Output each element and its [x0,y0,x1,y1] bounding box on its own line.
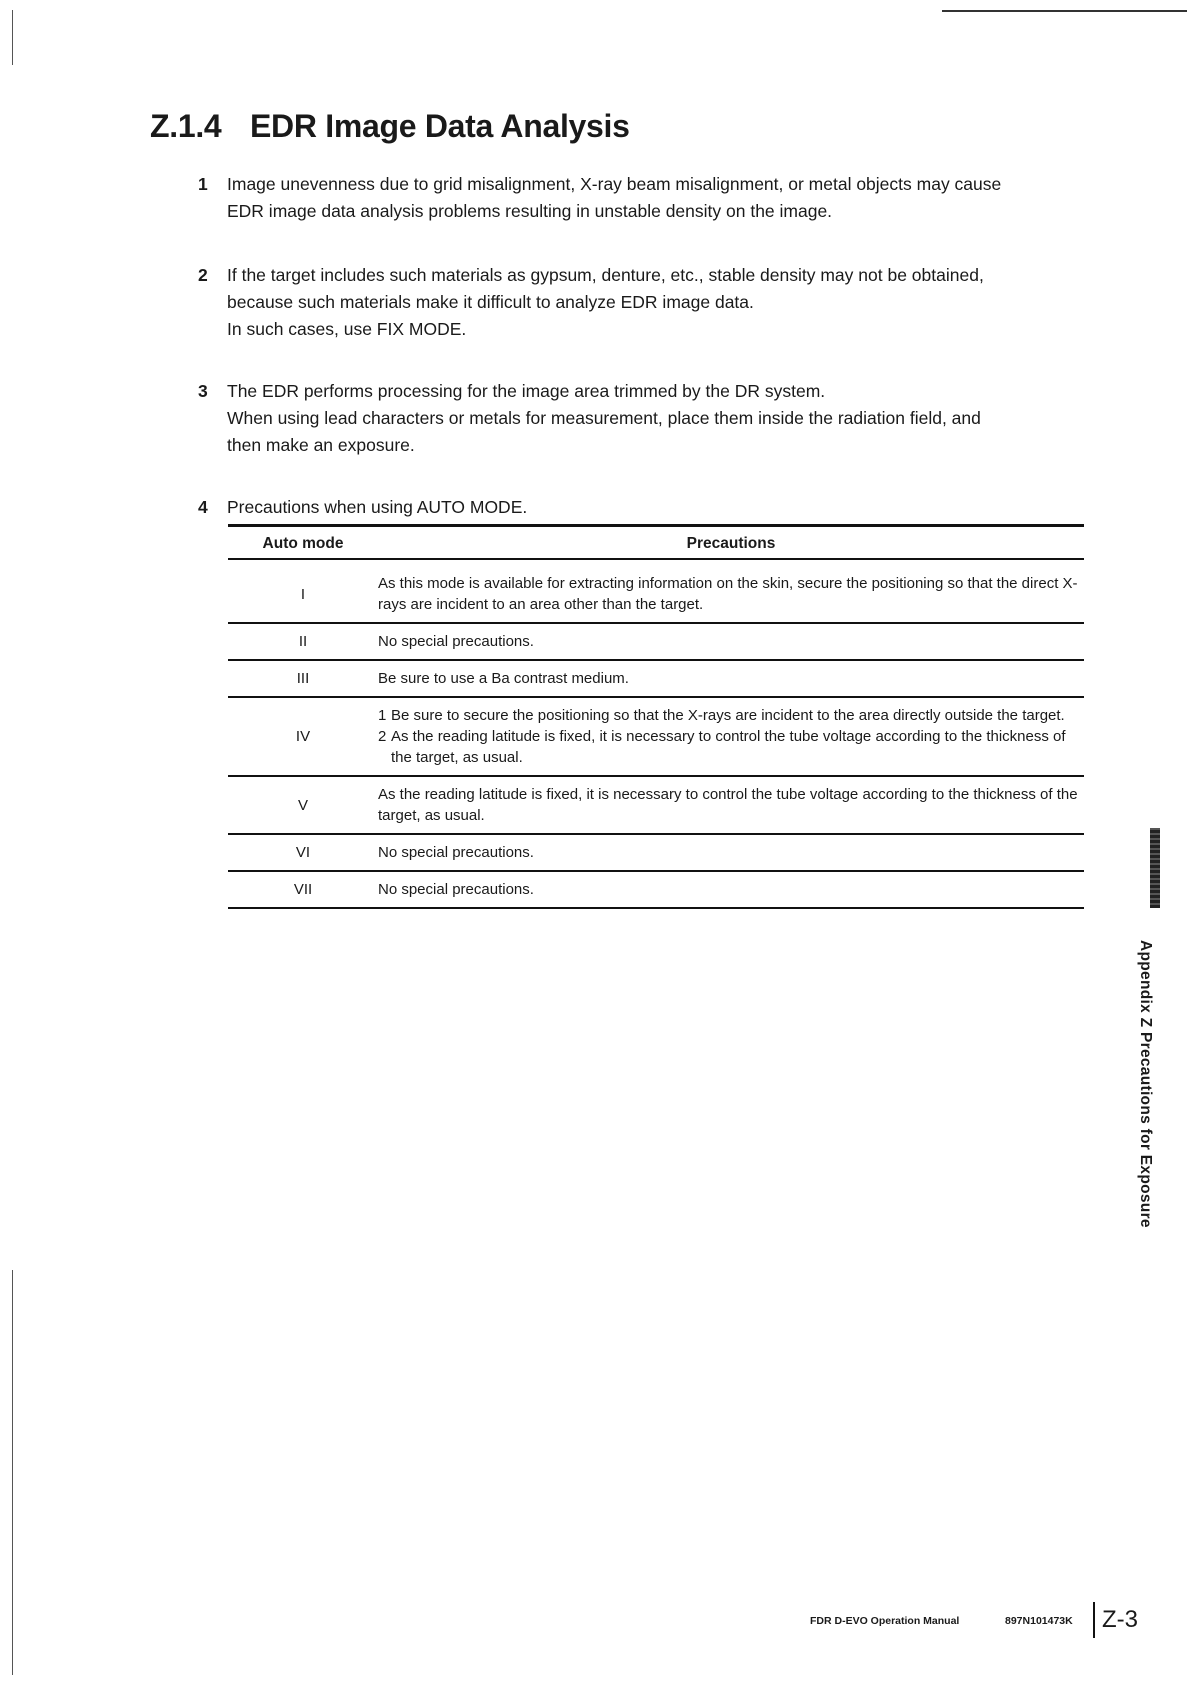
precaution-cell: Be sure to use a Ba contrast medium. [378,660,1084,697]
table-row [228,871,1084,908]
sub-item [378,705,1084,726]
precaution-cell: As the reading latitude is fixed, it is necessary to control the tube voltage according to the thickness of the target, as usual. [378,776,1084,834]
item-text: then make an exposure. [227,435,415,455]
precaution-cell: No special precautions. [378,834,1084,871]
precautions-table [228,524,1084,909]
item-number: 1 [198,174,208,194]
sub-item-text: As the reading latitude is fixed, it is necessary to control the tube voltage according to the thickness of the target, as usual. [391,728,1066,766]
mode-cell: IV [228,697,378,776]
table-row [228,660,1084,697]
item-text: EDR image data analysis problems resulting in unstable density on the image. [227,201,833,221]
section-heading [150,108,630,145]
sub-item-number: 1 [378,707,387,724]
item-text: The EDR performs processing for the image area trimmed by the DR system. [227,381,826,401]
table-header-row [228,526,1084,560]
manual-code: 897N101473K [1005,1615,1073,1627]
mode-cell: III [228,660,378,697]
section-title: EDR Image Data Analysis [250,108,630,144]
table-row [228,776,1084,834]
precaution-cell: No special precautions. [378,623,1084,660]
item-number: 3 [198,381,208,401]
item-text: In such cases, use FIX MODE. [227,319,467,339]
list-item [198,378,1078,459]
page-number: Z-3 [1102,1606,1138,1633]
scan-edge-line [12,10,13,65]
item-number: 4 [198,497,208,517]
header-rule [942,10,1187,12]
table-row [228,623,1084,660]
mode-cell: VII [228,871,378,908]
chapter-tab-marker [1150,828,1160,908]
precaution-cell: As this mode is available for extracting information on the skin, secure the positioning so that the direct X-rays are incident to an area other than the target. [378,566,1084,623]
mode-cell: V [228,776,378,834]
manual-name: FDR D-EVO Operation Manual [810,1615,960,1627]
sub-item-text: Be sure to secure the positioning so that the X-rays are incident to the area directly outside the target. [391,707,1065,724]
section-number: Z.1.4 [150,108,222,144]
mode-cell: VI [228,834,378,871]
list-item [198,494,1078,521]
table-row [228,834,1084,871]
scan-edge-line [12,1270,13,1675]
chapter-side-label: Appendix Z Precautions for Exposure [1137,940,1154,1228]
item-text: If the target includes such materials as gypsum, denture, etc., stable density may not be obtained, [227,265,984,285]
mode-cell: I [228,566,378,623]
item-number: 2 [198,265,208,285]
list-item [198,262,1078,343]
column-header-auto-mode: Auto mode [228,526,378,560]
precaution-cell [378,697,1084,776]
precaution-cell: No special precautions. [378,871,1084,908]
item-text: because such materials make it difficult to analyze EDR image data. [227,292,754,312]
table-row [228,697,1084,776]
mode-cell: II [228,623,378,660]
sub-item [378,726,1084,768]
item-text: When using lead characters or metals for measurement, place them inside the radiation field, and [227,408,981,428]
list-item [198,171,1078,225]
footer-divider [1093,1602,1095,1638]
item-text: Image unevenness due to grid misalignment, X-ray beam misalignment, or metal objects may cause [227,174,1002,194]
sub-item-number: 2 [378,728,387,745]
item-text: Precautions when using AUTO MODE. [227,497,528,517]
column-header-precautions: Precautions [378,526,1084,560]
table-row [228,566,1084,623]
